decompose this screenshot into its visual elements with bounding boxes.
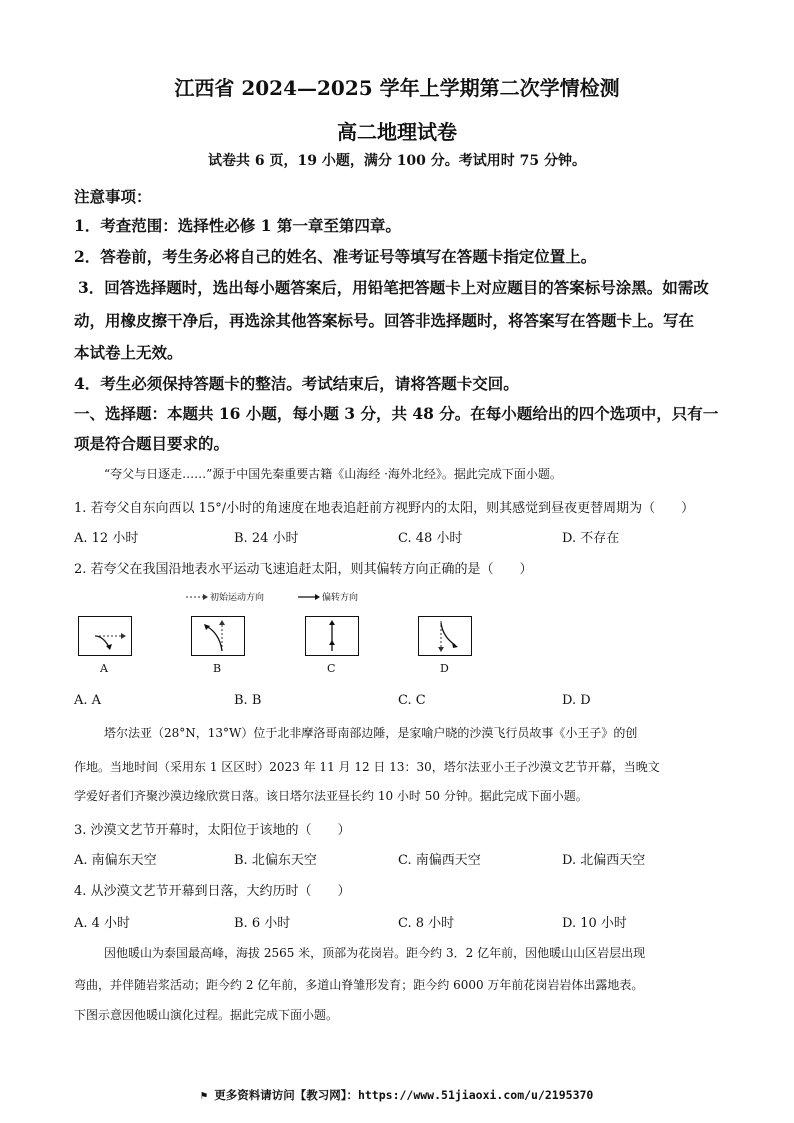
option-a: A. A [74,693,102,708]
diagram-box-c [305,616,359,656]
deflection-diagram-d [419,617,471,655]
diagram-box-a [78,616,132,656]
passage-text: 下图示意因他暖山演化过程。据此完成下面小题。 [74,1008,339,1022]
option-a: A. 南偏东天空 [74,853,157,868]
passage-text: “夸父与日逐走……”源于中国先秦重要古籍《山海经 ·海外北经》。据此完成下面小题。 [104,467,562,481]
passage-text: 学爱好者们齐聚沙漠边缘欣赏日落。该日塔尔法亚昼长约 10 小时 50 分钟。据此完成下面小题。 [74,789,588,803]
passage-text: 弯曲，并伴随岩浆活动；距今约 2 亿年前，多道山脊雏形发育；距今约 6000 万年前花岗岩岩体出露地表。 [74,978,644,992]
option-d: D. 不存在 [562,531,620,546]
option-d: D. 10 小时 [562,916,627,931]
notice-item: 1．考查范围：选择性必修 1 第一章至第四章。 [74,216,401,235]
deflection-diagram-b [192,617,244,655]
exam-info: 试卷共 6 页，19 小题，满分 100 分。考试用时 75 分钟。 [207,153,587,169]
option-b: B. B [234,693,262,708]
notice-item: 2．答卷前，考生务必将自己的姓名、准考证号等填写在答题卡指定位置上。 [74,247,597,266]
option-c: C. 48 小时 [398,531,463,546]
question-stem: 2. 若夸父在我国沿地表水平运动飞速追赶太阳，则其偏转方向正确的是（ ） [74,562,533,577]
diagram-label-a: A [100,662,108,675]
option-b: B. 6 小时 [234,916,291,931]
footer-link[interactable] [0,1087,794,1103]
option-a: A. 4 小时 [74,916,131,931]
question-stem: 1. 若夸父自东向西以 15°/小时的角速度在地表追赶前方视野内的太阳，则其感觉到昼夜更替周期为（ ） [74,501,695,516]
notice-item: 动，用橡皮擦干净后，再选涂其他答案标号。回答非选择题时，将答案写在答题卡上。写在 [74,311,695,330]
footer-text[interactable]: 更多资料请访问【教习网】：https://www.51jiaoxi.com/u/2195370 [214,1088,594,1102]
option-c: C. C [398,693,426,708]
diagram-label-c: C [327,662,336,675]
notice-item: 3．回答选择题时，选出每小题答案后，用铅笔把答题卡上对应题目的答案标号涂黑。如需改 [78,278,709,297]
dotted-arrow-icon [186,592,208,602]
page-subtitle: 高二地理试卷 [337,120,457,144]
section-heading: 项是符合题目要求的。 [74,434,230,453]
option-a: A. 12 小时 [74,531,139,546]
passage-text: 因他暖山为泰国最高峰，海拔 2565 米，顶部为花岗岩。距今约 3．2 亿年前，因他暖山山区岩层出现 [104,946,646,960]
option-d: D. D [562,693,591,708]
option-b: B. 北偏东天空 [234,853,317,868]
passage-text: 塔尔法亚（28°N，13°W）位于北非摩洛哥南部边陲，是家喻户晓的沙漠飞行员故事《小王子》的创 [104,726,638,740]
solid-arrow-icon [298,592,320,602]
question-stem: 4. 从沙漠文艺节开幕到日落，大约历时（ ） [74,884,351,899]
question-stem: 3. 沙漠文艺节开幕时，太阳位于该地的（ ） [74,823,351,838]
page-title: 江西省 2024—2025 学年上学期第二次学情检测 [174,76,620,100]
deflection-diagram-a [79,617,131,655]
diagram-legend [186,590,426,604]
legend-deflect-label: 偏转方向 [322,593,359,603]
notice-heading: 注意事项： [74,187,152,206]
option-c: C. 8 小时 [398,916,455,931]
notice-item: 本试卷上无效。 [74,343,183,362]
diagram-label-d: D [440,662,449,675]
diagram-box-b [191,616,245,656]
flag-icon: ⚑ [200,1089,208,1102]
diagram-box-d [418,616,472,656]
diagram-label-b: B [213,662,222,675]
legend-initial-label: 初始运动方向 [210,593,265,603]
deflection-diagram-c [306,617,358,655]
option-b: B. 24 小时 [234,531,299,546]
option-d: D. 北偏西天空 [562,853,646,868]
section-heading: 一、选择题：本题共 16 小题，每小题 3 分，共 48 分。在每小题给出的四个选项中，只有一 [74,404,719,423]
option-c: C. 南偏西天空 [398,853,481,868]
notice-item: 4．考生必须保持答题卡的整洁。考试结束后，请将答题卡交回。 [74,374,519,393]
passage-text: 作地。当地时间（采用东 1 区区时）2023 年 11 月 12 日 13：30，塔尔法亚小王子沙漠文艺节开幕，当晚文 [74,760,660,774]
